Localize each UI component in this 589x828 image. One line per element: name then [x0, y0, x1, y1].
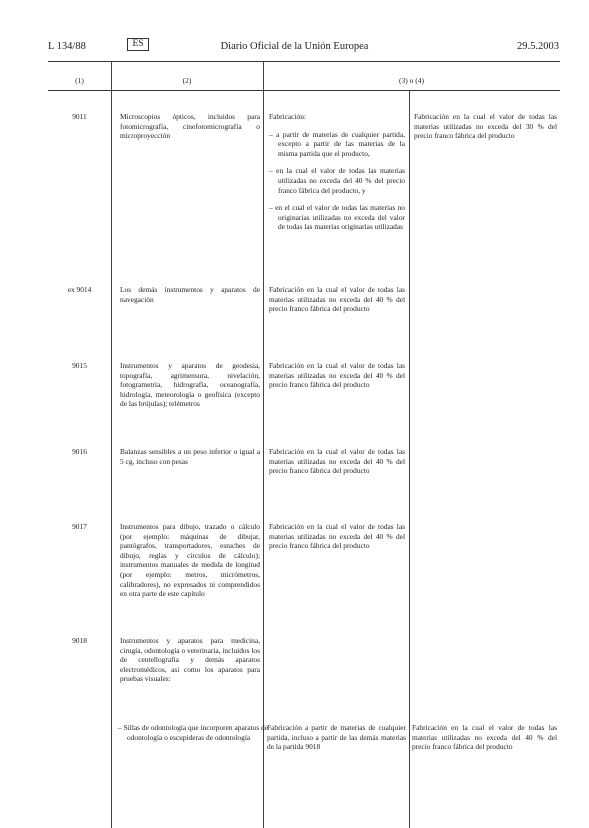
col-header-3-4: (3) o (4) — [399, 76, 424, 85]
table-row-code: ex 9014 — [67, 285, 92, 294]
column-divider-3 — [409, 90, 410, 828]
rule3-condition: – en el cual el valor de todas las materias no originarias utilizadas no exceda del valor de todas las materias originarias utilizadas — [269, 203, 405, 232]
table-row-code: 9015 — [72, 361, 87, 370]
table-row-rule3: Fabricación en la cual el valor de todas las materias utilizadas no exceda del 40 % del precio franco fábrica del producto — [269, 447, 405, 476]
table-row-rule3 — [269, 112, 405, 232]
table-row-description: Los demás instrumentos y aparatos de navegación — [120, 285, 260, 304]
table-row-rule4: Fabricación en la cual el valor de todas las materias utilizadas no exceda del 40 % del precio franco fábrica del producto — [412, 723, 557, 752]
rule3-intro: Fabricación: — [269, 112, 306, 121]
page-reference: L 134/88 — [48, 41, 86, 52]
table-row-description: Instrumentos y aparatos de geodesia, topografía, agrimensura, nivelación, fotogrametría, hidrografía, oceanografía, hidrología, meteorología o geofísica (excepto de las brújulas); telémetros — [120, 361, 260, 409]
table-row-code: 9017 — [72, 522, 87, 531]
col-header-2: (2) — [182, 76, 192, 85]
rule3-condition: – en la cual el valor de todas las materias utilizadas no exceda del 40 % del precio franco fábrica del producto, y — [269, 166, 405, 195]
table-row-description: Microscopios ópticos, incluidos para fotomicrografía, cinefotomicrografía o microproyección — [120, 112, 260, 141]
table-header-rule — [48, 90, 560, 91]
language-badge: ES — [127, 38, 149, 51]
table-row-rule3: Fabricación a partir de materias de cualquier partida, incluso a partir de las demás materias de la partida 9018 — [267, 723, 406, 752]
column-divider-1 — [111, 61, 112, 828]
table-row-rule3: Fabricación en la cual el valor de todas las materias utilizadas no exceda del 40 % del precio franco fábrica del producto — [269, 285, 405, 314]
table-top-rule — [48, 61, 560, 62]
table-row-rule3: Fabricación en la cual el valor de todas las materias utilizadas no exceda del 40 % del precio franco fábrica del producto — [269, 361, 405, 390]
rule3-condition: – a partir de materias de cualquier partida, excepto a partir de las materias de la misma partida que el producto, — [269, 129, 405, 158]
table-row-code: 9018 — [72, 636, 87, 645]
table-row-rule3: Fabricación en la cual el valor de todas las materias utilizadas no exceda del 40 % del precio franco fábrica del producto — [269, 522, 405, 551]
table-row-description: Instrumentos para dibujo, trazado o cálculo (por ejemplo: máquinas de dibujar, pantógrafos, transportadores, estuches de dibujo, reglas y círculos de cálculo); instrumentos manuales de medida de longitud (por ejemplo: metros, micrómetros, calibradores), no expresados ni comprendidos en otra parte de este capítulo — [120, 522, 260, 599]
table-row-code: 9016 — [72, 447, 87, 456]
column-divider-2 — [263, 61, 264, 828]
journal-title: Diario Oficial de la Unión Europea — [220, 41, 369, 52]
publication-date: 29.5.2003 — [517, 41, 559, 52]
col-header-1: (1) — [75, 76, 84, 85]
table-row-description: Balanzas sensibles a un peso inferior o igual a 5 cg, incluso con pesas — [120, 447, 260, 466]
table-row-description: Instrumentos y aparatos para medicina, cirugía, odontología o veterinaria, incluidos los de centellografía y demás aparatos electromédicos, así como los aparatos para pruebas visuales: — [120, 636, 260, 684]
table-row-code: 9011 — [72, 112, 87, 121]
table-row-rule4: Fabricación en la cual el valor de todas las materias utilizadas no exceda del 30 % del precio franco fábrica del producto — [414, 112, 557, 141]
table-row-subitem-description: – Sillas de odontología que incorporen aparatos de odontología o escupideras de odontología — [118, 723, 268, 742]
